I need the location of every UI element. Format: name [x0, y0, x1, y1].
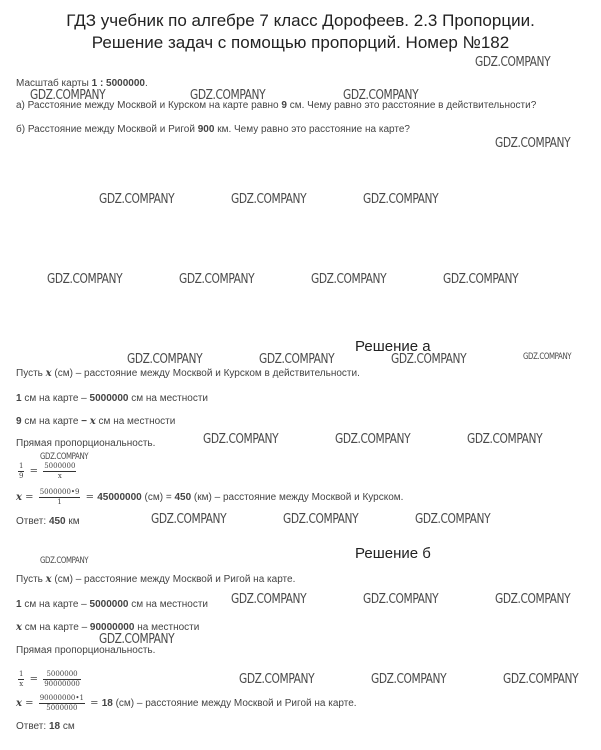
- watermark: GDZ.COMPANY: [40, 556, 89, 566]
- watermark: GDZ.COMPANY: [503, 672, 579, 687]
- fraction: [39, 694, 85, 713]
- solution-a-proportion: [16, 462, 78, 481]
- equals: =: [26, 674, 42, 685]
- solution-b-answer: [16, 721, 75, 732]
- num: 9: [16, 416, 22, 427]
- answer-label: Ответ:: [16, 516, 49, 527]
- numerator: 5000000: [44, 462, 76, 470]
- solution-a-line2: [16, 416, 175, 427]
- watermark: GDZ.COMPANY: [151, 512, 227, 527]
- watermark: GDZ.COMPANY: [415, 512, 491, 527]
- page-title: [0, 10, 601, 54]
- scale-end: .: [145, 78, 148, 89]
- watermark: GDZ.COMPANY: [40, 452, 89, 462]
- fraction: [43, 462, 76, 481]
- numerator: 5000000: [43, 670, 81, 680]
- text: см на местности: [128, 599, 209, 610]
- fraction: [39, 488, 81, 507]
- denominator: x: [19, 680, 24, 688]
- equals: =: [86, 698, 102, 710]
- solution-b-let: [16, 574, 295, 585]
- let-text: (см) – расстояние между Москвой и Курском в действительности.: [51, 368, 360, 379]
- num: 1: [16, 393, 22, 404]
- watermark: GDZ.COMPANY: [203, 432, 279, 447]
- text: см на местности: [128, 393, 209, 404]
- let-prefix: Пусть: [16, 574, 46, 585]
- text: (см) =: [141, 492, 175, 504]
- fraction: [18, 462, 24, 481]
- watermark: GDZ.COMPANY: [30, 88, 106, 103]
- text: см на карте –: [21, 599, 90, 610]
- solution-a-answer: [16, 516, 80, 527]
- variable-x: x: [89, 416, 96, 427]
- result: 45000000: [97, 492, 142, 504]
- watermark: GDZ.COMPANY: [495, 136, 571, 151]
- watermark: GDZ.COMPANY: [190, 88, 266, 103]
- watermark: GDZ.COMPANY: [343, 88, 419, 103]
- watermark: GDZ.COMPANY: [523, 352, 572, 362]
- equals: =: [21, 492, 37, 504]
- equals: =: [26, 466, 42, 477]
- variable-x: x: [16, 698, 22, 710]
- watermark: GDZ.COMPANY: [259, 352, 335, 367]
- solution-b-proportion: [16, 670, 83, 689]
- text: см на карте –: [21, 393, 90, 404]
- task-a-text: а) Расстояние между Москвой и Курском на карте равно: [16, 100, 282, 111]
- task-b-text-end: км. Чему равно это расстояние на карте?: [214, 124, 410, 135]
- watermark: GDZ.COMPANY: [283, 512, 359, 527]
- num: 5000000: [89, 599, 129, 610]
- equals: =: [21, 698, 37, 710]
- num: 90000000: [89, 622, 135, 633]
- title-line-2: Решение задач с помощью пропорций. Номер №182: [91, 33, 510, 52]
- watermark: GDZ.COMPANY: [475, 55, 551, 70]
- watermark: GDZ.COMPANY: [363, 192, 439, 207]
- answer-label: Ответ:: [16, 721, 49, 732]
- watermark: GDZ.COMPANY: [495, 592, 571, 607]
- watermark: GDZ.COMPANY: [335, 432, 411, 447]
- variable-x: x: [16, 492, 22, 504]
- title-line-1: ГДЗ учебник по алгебре 7 класс Дорофеев. 2.3 Пропорции.: [66, 11, 535, 30]
- result: 18: [101, 698, 113, 710]
- let-prefix: Пусть: [16, 368, 46, 379]
- answer-unit: км: [65, 516, 80, 527]
- watermark: GDZ.COMPANY: [371, 672, 447, 687]
- task-b-text: б) Расстояние между Москвой и Ригой: [16, 124, 198, 135]
- watermark: GDZ.COMPANY: [99, 192, 175, 207]
- text: см на местности: [95, 416, 176, 427]
- denominator: 5000000: [46, 704, 78, 712]
- result-km: 450: [174, 492, 192, 504]
- solution-a-proportional: Прямая пропорциональность.: [16, 438, 156, 449]
- solution-a-line1: [16, 393, 208, 404]
- solution-a-heading: Решение а: [355, 338, 431, 355]
- answer-unit: см: [60, 721, 75, 732]
- solution-b-proportional: Прямая пропорциональность.: [16, 645, 156, 656]
- watermark: GDZ.COMPANY: [239, 672, 315, 687]
- denominator: 1: [57, 498, 62, 506]
- variable-x: x: [16, 622, 22, 633]
- watermark: GDZ.COMPANY: [231, 592, 307, 607]
- solution-a-let: [16, 368, 360, 379]
- fraction: [18, 670, 24, 689]
- answer-value: 450: [48, 516, 66, 527]
- watermark: GDZ.COMPANY: [467, 432, 543, 447]
- variable-x: x: [45, 368, 52, 379]
- text: (км) – расстояние между Москвой и Курском.: [191, 492, 404, 504]
- watermark: GDZ.COMPANY: [47, 272, 123, 287]
- solution-b-calc: [16, 694, 357, 713]
- watermark: GDZ.COMPANY: [311, 272, 387, 287]
- watermark: GDZ.COMPANY: [179, 272, 255, 287]
- denominator: x: [57, 472, 62, 480]
- text: на местности: [134, 622, 200, 633]
- watermark: GDZ.COMPANY: [391, 352, 467, 367]
- text: см на карте: [21, 416, 82, 427]
- numerator: 1: [19, 670, 24, 678]
- let-text: (см) – расстояние между Москвой и Ригой на карте.: [51, 574, 296, 585]
- fraction: [43, 670, 81, 689]
- dash: −: [81, 416, 88, 427]
- num: 1: [16, 599, 22, 610]
- task-a-text-end: см. Чему равно это расстояние в действительности?: [286, 100, 537, 111]
- watermark: GDZ.COMPANY: [363, 592, 439, 607]
- denominator: 90000000: [44, 680, 80, 688]
- text: (см) – расстояние между Москвой и Ригой на карте.: [112, 698, 357, 710]
- variable-x: x: [45, 574, 52, 585]
- scale-label: Масштаб карты: [16, 78, 92, 89]
- answer-value: 18: [48, 721, 61, 732]
- equals: =: [82, 492, 98, 504]
- watermark: GDZ.COMPANY: [443, 272, 519, 287]
- task-b: [16, 124, 410, 135]
- watermark: GDZ.COMPANY: [127, 352, 203, 367]
- task-b-number: 900: [197, 124, 215, 135]
- solution-a-calc: [16, 488, 403, 507]
- numerator: 5000000•9: [39, 488, 80, 496]
- watermark: GDZ.COMPANY: [99, 632, 175, 647]
- watermark: GDZ.COMPANY: [231, 192, 307, 207]
- numerator: 90000000•1: [39, 694, 84, 702]
- numerator: 1: [19, 462, 24, 470]
- solution-b-heading: Решение б: [355, 545, 431, 562]
- scale-value: 1 : 5000000: [91, 78, 145, 89]
- solution-b-line1: [16, 599, 208, 610]
- text: см на карте –: [21, 622, 90, 633]
- denominator: 9: [19, 472, 24, 480]
- task-a-number: 9: [281, 100, 287, 111]
- num: 5000000: [89, 393, 129, 404]
